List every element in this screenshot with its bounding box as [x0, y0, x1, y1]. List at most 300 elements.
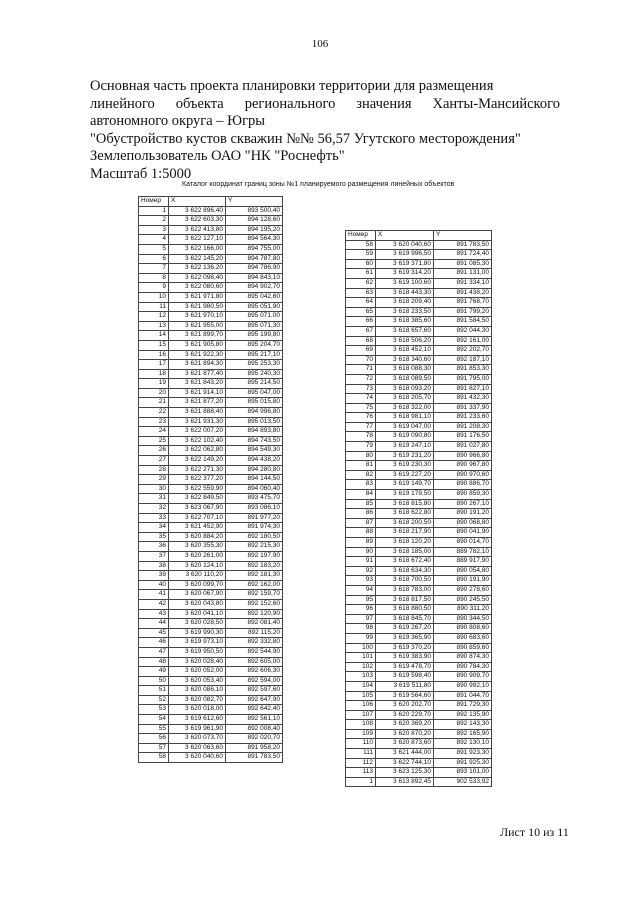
coord-y: 894 128,60: [226, 216, 283, 226]
point-number: 41: [139, 590, 169, 600]
table-row: [139, 638, 283, 648]
coord-x: 3 618 622,80: [376, 509, 434, 519]
coord-y: 892 161,00: [434, 336, 492, 346]
heading-line-1: Основная часть проекта планировки территории для размещения: [90, 78, 494, 94]
point-number: 101: [346, 653, 376, 663]
coord-y: 892 561,10: [226, 715, 283, 725]
table-row: [346, 518, 492, 528]
point-number: 1: [139, 206, 169, 216]
coord-x: 3 619 950,50: [169, 647, 226, 657]
point-number: 76: [346, 413, 376, 423]
coord-x: 3 621 843,20: [169, 379, 226, 389]
coord-x: 3 619 598,40: [376, 672, 434, 682]
coord-y: 890 874,30: [434, 653, 492, 663]
table-row: [139, 571, 283, 581]
coord-x: 3 621 931,30: [169, 417, 226, 427]
header-x: X: [376, 231, 434, 241]
point-number: 68: [346, 336, 376, 346]
table-row: [139, 561, 283, 571]
point-number: 36: [139, 542, 169, 552]
coord-x: 3 622 849,50: [169, 494, 226, 504]
table-row: [139, 676, 283, 686]
coord-x: 3 619 996,50: [376, 250, 434, 260]
coord-x: 3 620 041,10: [169, 609, 226, 619]
coord-x: 3 622 707,10: [169, 513, 226, 523]
coord-x: 3 619 149,70: [376, 480, 434, 490]
point-number: 65: [346, 307, 376, 317]
coord-y: 892 081,40: [226, 619, 283, 629]
table-row: [346, 269, 492, 279]
coord-x: 3 618 385,60: [376, 317, 434, 327]
coord-y: 895 071,30: [226, 321, 283, 331]
coord-x: 3 613 892,45: [376, 777, 434, 787]
table-row: [346, 624, 492, 634]
table-row: [139, 523, 283, 533]
coord-y: 894 280,80: [226, 465, 283, 475]
coord-x: 3 622 166,00: [169, 244, 226, 254]
table-row: [346, 250, 492, 260]
point-number: 93: [346, 576, 376, 586]
table-row: [346, 557, 492, 567]
coord-x: 3 622 559,90: [169, 484, 226, 494]
point-number: 84: [346, 490, 376, 500]
coord-y: 892 044,30: [434, 326, 492, 336]
point-number: 23: [139, 417, 169, 427]
point-number: 26: [139, 446, 169, 456]
coord-x: 3 620 229,70: [376, 710, 434, 720]
table-row: [139, 436, 283, 446]
coord-y: 891 783,50: [434, 240, 492, 250]
coord-x: 3 618 672,40: [376, 557, 434, 567]
table-row: [346, 298, 492, 308]
point-number: 52: [139, 695, 169, 705]
coord-y: 895 253,30: [226, 360, 283, 370]
coord-y: 891 233,60: [434, 413, 492, 423]
coord-y: 895 217,10: [226, 350, 283, 360]
coord-x: 3 619 973,10: [169, 638, 226, 648]
point-number: 61: [346, 269, 376, 279]
coord-y: 891 827,10: [434, 384, 492, 394]
table-row: [346, 326, 492, 336]
table-row: [139, 619, 283, 629]
header-y: Y: [226, 197, 283, 207]
coord-y: 892 597,60: [226, 686, 283, 696]
coord-x: 3 619 314,20: [376, 269, 434, 279]
coordinates-table-left: [138, 196, 283, 763]
coord-y: 890 014,70: [434, 538, 492, 548]
point-number: 80: [346, 451, 376, 461]
coord-y: 892 215,30: [226, 542, 283, 552]
table-row: [139, 292, 283, 302]
coord-y: 892 332,80: [226, 638, 283, 648]
coord-x: 3 619 267,20: [376, 624, 434, 634]
coord-x: 3 620 369,20: [376, 720, 434, 730]
point-number: 69: [346, 346, 376, 356]
coord-y: 892 180,50: [226, 532, 283, 542]
coord-x: 3 619 564,60: [376, 691, 434, 701]
point-number: 87: [346, 518, 376, 528]
coord-y: 890 967,80: [434, 461, 492, 471]
coord-y: 895 047,00: [226, 388, 283, 398]
coord-y: 894 996,80: [226, 408, 283, 418]
table-row: [346, 691, 492, 701]
point-number: 98: [346, 624, 376, 634]
heading-word: объекта: [175, 95, 224, 112]
coord-x: 3 618 093,20: [376, 384, 434, 394]
point-number: 48: [139, 657, 169, 667]
land-user: Землепользователь ОАО "НК "Роснефть": [90, 148, 345, 164]
coord-y: 894 549,30: [226, 446, 283, 456]
coord-x: 3 618 845,70: [376, 614, 434, 624]
coord-y: 893 500,40: [226, 206, 283, 216]
coord-x: 3 619 990,30: [169, 628, 226, 638]
table-row: [139, 590, 283, 600]
coord-x: 3 621 914,10: [169, 388, 226, 398]
coord-x: 3 619 100,60: [376, 278, 434, 288]
point-number: 66: [346, 317, 376, 327]
point-number: 81: [346, 461, 376, 471]
point-number: 89: [346, 538, 376, 548]
coord-y: 892 183,20: [226, 561, 283, 571]
coord-x: 3 620 110,20: [169, 571, 226, 581]
table-row: [346, 681, 492, 691]
coord-x: 3 618 233,50: [376, 307, 434, 317]
table-row: [346, 403, 492, 413]
table-row: [346, 768, 492, 778]
table-row: [346, 509, 492, 519]
coord-y: 889 917,90: [434, 557, 492, 567]
table-row: [139, 657, 283, 667]
point-number: 21: [139, 398, 169, 408]
coord-y: 895 199,80: [226, 331, 283, 341]
coord-y: 894 787,80: [226, 254, 283, 264]
heading-line-2: [90, 96, 560, 114]
scale: Масштаб 1:5000: [90, 165, 192, 182]
coord-x: 3 621 877,20: [169, 398, 226, 408]
point-number: 5: [139, 244, 169, 254]
point-number: 34: [139, 523, 169, 533]
coord-y: 895 013,50: [226, 417, 283, 427]
coord-y: 895 204,70: [226, 340, 283, 350]
coord-x: 3 618 657,60: [376, 326, 434, 336]
coord-y: 890 859,30: [434, 490, 492, 500]
point-number: 86: [346, 509, 376, 519]
point-number: 9: [139, 283, 169, 293]
coord-x: 3 622 098,40: [169, 273, 226, 283]
point-number: 113: [346, 768, 376, 778]
header-number: Номер: [139, 197, 169, 207]
coord-y: 891 176,50: [434, 432, 492, 442]
coord-x: 3 619 365,90: [376, 633, 434, 643]
table-row: [139, 235, 283, 245]
point-number: 106: [346, 701, 376, 711]
table-row: [139, 369, 283, 379]
table-row: [346, 336, 492, 346]
table-row: [346, 720, 492, 730]
coord-x: 3 618 700,50: [376, 576, 434, 586]
coord-y: 890 683,60: [434, 633, 492, 643]
coord-y: 892 130,10: [434, 739, 492, 749]
table-row: [139, 340, 283, 350]
table-row: [346, 259, 492, 269]
coord-y: 890 245,50: [434, 595, 492, 605]
coord-y: 892 642,40: [226, 705, 283, 715]
coord-x: 3 620 052,00: [169, 667, 226, 677]
table-row: [139, 388, 283, 398]
coord-y: 895 051,90: [226, 302, 283, 312]
coord-x: 3 620 870,20: [376, 729, 434, 739]
table-row: [139, 724, 283, 734]
point-number: 99: [346, 633, 376, 643]
coord-x: 3 622 102,40: [169, 436, 226, 446]
coord-y: 892 115,20: [226, 628, 283, 638]
table-row: [346, 470, 492, 480]
coord-y: 893 086,10: [226, 504, 283, 514]
coord-x: 3 618 120,20: [376, 538, 434, 548]
table-row: [139, 254, 283, 264]
table-row: [346, 701, 492, 711]
point-number: 14: [139, 331, 169, 341]
coord-y: 891 974,30: [226, 523, 283, 533]
header-y: Y: [434, 231, 492, 241]
point-number: 78: [346, 432, 376, 442]
point-number: 24: [139, 427, 169, 437]
coord-x: 3 619 047,00: [376, 422, 434, 432]
coord-y: 894 902,70: [226, 283, 283, 293]
coord-x: 3 620 040,60: [376, 240, 434, 250]
coordinates-table-right: [345, 230, 492, 787]
coord-y: 892 135,90: [434, 710, 492, 720]
point-number: 88: [346, 528, 376, 538]
sheet-label: Лист 10 из 11: [500, 825, 569, 839]
coord-x: 3 619 478,70: [376, 662, 434, 672]
table-row: [139, 350, 283, 360]
table-row: [346, 739, 492, 749]
point-number: 57: [139, 743, 169, 753]
coord-x: 3 618 443,30: [376, 288, 434, 298]
table-row: [139, 599, 283, 609]
coord-y: 891 768,70: [434, 298, 492, 308]
coord-x: 3 618 089,50: [376, 374, 434, 384]
coord-y: 892 202,70: [434, 346, 492, 356]
coord-y: 891 977,20: [226, 513, 283, 523]
heading-word: Ханты-Мансийского: [432, 95, 560, 112]
coord-x: 3 620 202,70: [376, 701, 434, 711]
table-row: [139, 542, 283, 552]
table-row: [346, 614, 492, 624]
coord-y: 891 085,30: [434, 259, 492, 269]
document-heading: [90, 78, 560, 183]
table-row: [139, 360, 283, 370]
point-number: 45: [139, 628, 169, 638]
point-number: 49: [139, 667, 169, 677]
coord-y: 891 724,40: [434, 250, 492, 260]
point-number: 103: [346, 672, 376, 682]
table-row: [139, 465, 283, 475]
header-number: Номер: [346, 231, 376, 241]
coord-x: 3 620 043,80: [169, 599, 226, 609]
table-row: [346, 528, 492, 538]
point-number: 83: [346, 480, 376, 490]
coord-y: 894 786,90: [226, 264, 283, 274]
point-number: 10: [139, 292, 169, 302]
table-row: [139, 312, 283, 322]
point-number: 18: [139, 369, 169, 379]
coord-y: 894 743,50: [226, 436, 283, 446]
coord-y: 892 120,90: [226, 609, 283, 619]
point-number: 75: [346, 403, 376, 413]
point-number: 15: [139, 340, 169, 350]
table-row: [346, 480, 492, 490]
table-row: [346, 605, 492, 615]
coord-y: 891 795,00: [434, 374, 492, 384]
table-row: [139, 225, 283, 235]
coord-y: 890 966,80: [434, 451, 492, 461]
coord-y: 892 162,00: [226, 580, 283, 590]
coord-x: 3 621 894,30: [169, 360, 226, 370]
point-number: 64: [346, 298, 376, 308]
table-row: [139, 667, 283, 677]
point-number: 30: [139, 484, 169, 494]
coord-x: 3 619 230,30: [376, 461, 434, 471]
table-row: [139, 273, 283, 283]
table-row: [346, 672, 492, 682]
point-number: 2: [139, 216, 169, 226]
point-number: 79: [346, 442, 376, 452]
coord-x: 3 620 082,70: [169, 695, 226, 705]
point-number: 74: [346, 394, 376, 404]
coord-y: 892 594,00: [226, 676, 283, 686]
table-row: [346, 633, 492, 643]
table-row: [139, 398, 283, 408]
coord-y: 892 152,60: [226, 599, 283, 609]
point-number: 105: [346, 691, 376, 701]
coord-y: 891 438,20: [434, 288, 492, 298]
point-number: 94: [346, 585, 376, 595]
coord-y: 894 843,10: [226, 273, 283, 283]
coord-x: 3 620 261,00: [169, 551, 226, 561]
point-number: 37: [139, 551, 169, 561]
coord-y: 890 267,10: [434, 499, 492, 509]
coord-x: 3 619 511,80: [376, 681, 434, 691]
table-row: [139, 609, 283, 619]
coord-x: 3 621 955,00: [169, 321, 226, 331]
coord-x: 3 619 247,10: [376, 442, 434, 452]
coord-y: 892 165,90: [434, 729, 492, 739]
point-number: 7: [139, 264, 169, 274]
page-number: 106: [311, 38, 329, 50]
point-number: 1: [346, 777, 376, 787]
coord-x: 3 621 922,30: [169, 350, 226, 360]
point-number: 44: [139, 619, 169, 629]
table-row: [346, 490, 492, 500]
heading-line-3: автономного округа – Югры: [90, 113, 266, 129]
coord-x: 3 622 744,10: [376, 758, 434, 768]
coord-y: 891 923,30: [434, 749, 492, 759]
table-row: [346, 710, 492, 720]
point-number: 33: [139, 513, 169, 523]
table-row: [346, 749, 492, 759]
coord-y: 895 214,50: [226, 379, 283, 389]
table-row: [346, 547, 492, 557]
table-row: [139, 456, 283, 466]
coord-x: 3 619 612,60: [169, 715, 226, 725]
coord-x: 3 618 205,70: [376, 394, 434, 404]
coord-x: 3 618 217,90: [376, 528, 434, 538]
point-number: 43: [139, 609, 169, 619]
coord-y: 894 144,50: [226, 475, 283, 485]
point-number: 72: [346, 374, 376, 384]
table-row: [139, 321, 283, 331]
point-number: 67: [346, 326, 376, 336]
point-number: 73: [346, 384, 376, 394]
coord-x: 3 618 088,30: [376, 365, 434, 375]
point-number: 107: [346, 710, 376, 720]
point-number: 39: [139, 571, 169, 581]
coord-y: 894 060,40: [226, 484, 283, 494]
coord-x: 3 618 200,50: [376, 518, 434, 528]
coord-x: 3 619 370,20: [376, 643, 434, 653]
coord-y: 891 208,30: [434, 422, 492, 432]
coord-x: 3 620 355,30: [169, 542, 226, 552]
point-number: 77: [346, 422, 376, 432]
table-row: [139, 206, 283, 216]
table-row: [139, 734, 283, 744]
table-row: [346, 729, 492, 739]
coord-x: 3 618 452,10: [376, 346, 434, 356]
table-row: [139, 484, 283, 494]
point-number: 62: [346, 278, 376, 288]
coord-x: 3 621 452,90: [169, 523, 226, 533]
point-number: 56: [139, 734, 169, 744]
coord-y: 895 071,00: [226, 312, 283, 322]
point-number: 54: [139, 715, 169, 725]
table-row: [139, 532, 283, 542]
coord-x: 3 620 053,40: [169, 676, 226, 686]
point-number: 17: [139, 360, 169, 370]
table-row: [139, 753, 283, 763]
point-number: 3: [139, 225, 169, 235]
coord-y: 894 755,00: [226, 244, 283, 254]
coord-x: 3 620 040,60: [169, 753, 226, 763]
coord-y: 892 008,40: [226, 724, 283, 734]
coord-x: 3 620 124,10: [169, 561, 226, 571]
table-row: [139, 743, 283, 753]
coord-x: 3 619 961,90: [169, 724, 226, 734]
point-number: 13: [139, 321, 169, 331]
table-row: [346, 653, 492, 663]
coord-y: 891 799,20: [434, 307, 492, 317]
point-number: 71: [346, 365, 376, 375]
coord-x: 3 622 271,30: [169, 465, 226, 475]
coord-y: 892 647,90: [226, 695, 283, 705]
table-row: [346, 384, 492, 394]
coord-x: 3 621 888,40: [169, 408, 226, 418]
coord-x: 3 619 383,90: [376, 653, 434, 663]
point-number: 38: [139, 561, 169, 571]
point-number: 85: [346, 499, 376, 509]
table-row: [346, 777, 492, 787]
point-number: 25: [139, 436, 169, 446]
coord-x: 3 620 018,00: [169, 705, 226, 715]
coord-x: 3 618 815,80: [376, 499, 434, 509]
table-row: [139, 551, 283, 561]
coord-x: 3 618 783,00: [376, 585, 434, 595]
point-number: 90: [346, 547, 376, 557]
table-row: [346, 461, 492, 471]
coord-y: 891 958,20: [226, 743, 283, 753]
point-number: 40: [139, 580, 169, 590]
